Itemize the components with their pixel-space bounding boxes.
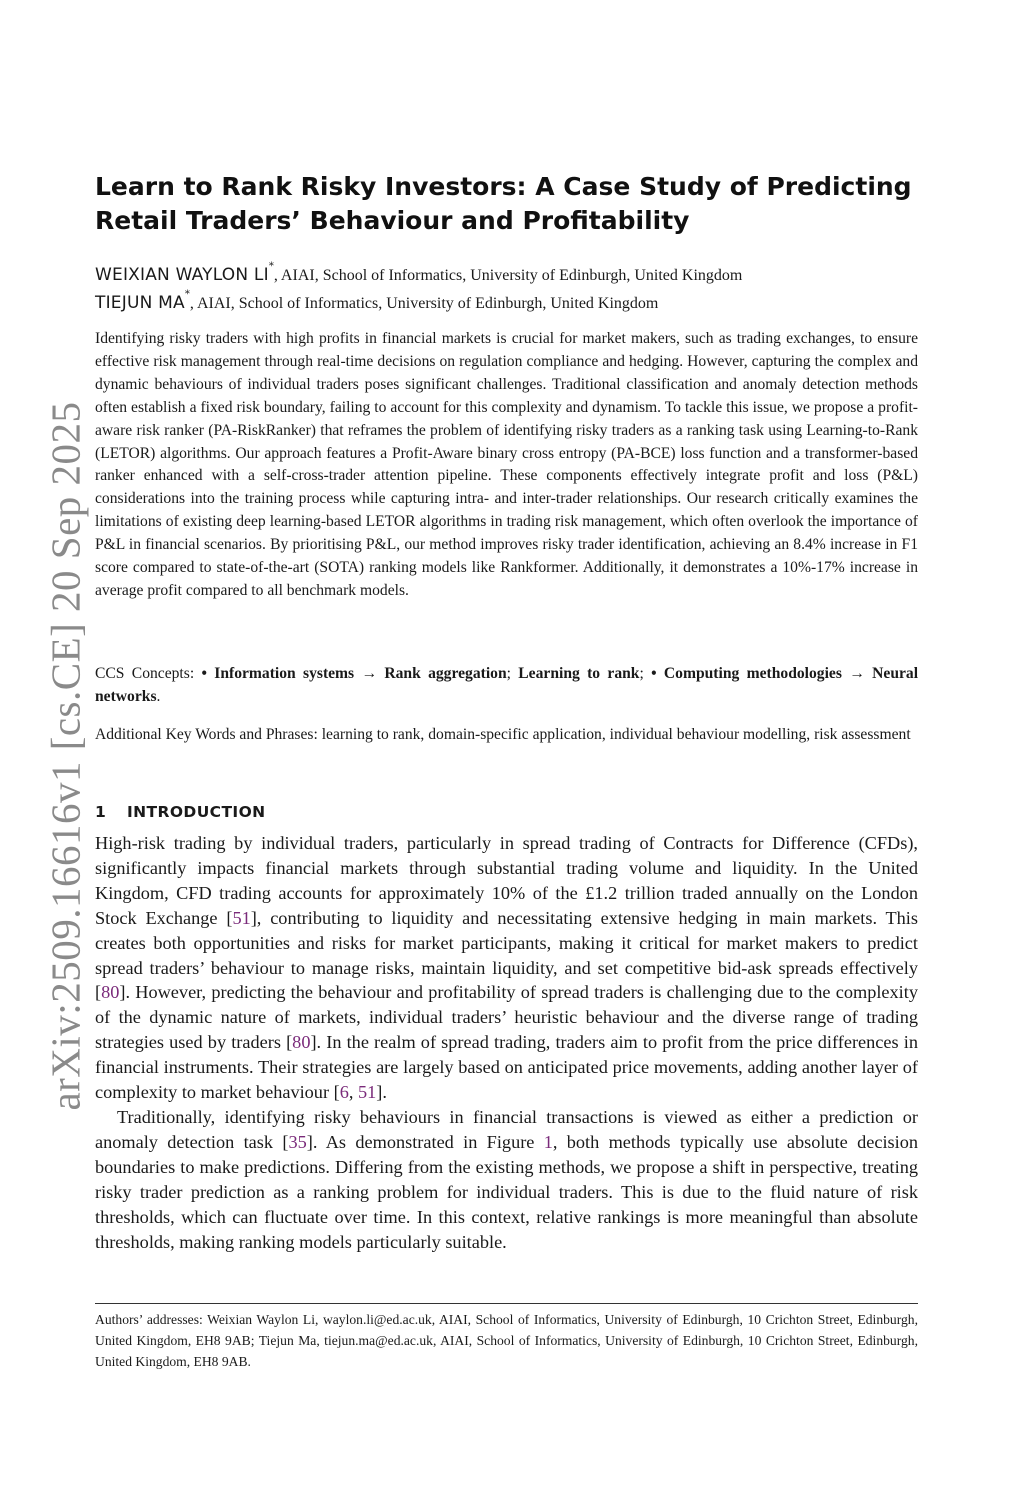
author-affiliation: , AIAI, School of Informatics, University of Edinburgh, United Kingdom [189, 295, 659, 312]
citation-link[interactable]: 6 [339, 1082, 349, 1103]
paragraph [95, 831, 918, 1105]
paragraph-text: ]. [376, 1082, 387, 1103]
paragraph-text: ]. However, predicting the behaviour and profitability of spread traders is challenging due to the complexity of the dynamic nature of markets, individual traders’ heuristic behaviour and the diverse range of trading strategies used by traders [ [95, 982, 918, 1053]
paragraph [95, 1105, 918, 1254]
paper-title: Learn to Rank Risky Investors: A Case Study of Predicting Retail Traders’ Behaviour and Profitability [95, 172, 912, 235]
section-title: INTRODUCTION [127, 803, 266, 821]
section-number: 1 [95, 803, 107, 821]
ccs-concepts [95, 662, 918, 708]
ccs-label: CCS Concepts: [95, 665, 202, 682]
paragraph-text: Traditionally, identifying risky behaviours in financial transactions is viewed as either a prediction or anomaly detection task [ [95, 1106, 918, 1152]
abstract: Identifying risky traders with high profits in financial markets is crucial for market makers, such as trading exchanges, to ensure effective risk management through real-time decisions on regulation compliance and hedging. However, capturing the complex and dynamic behaviours of individual traders poses significant challenges. Traditional classification and anomaly detection methods often establish a fixed risk boundary, failing to account for this complexity and dynamism. To tackle this issue, we propose a profit-aware risk ranker (PA-RiskRanker) that reframes the problem of identifying risky traders as a ranking task using Learning-to-Rank (LETOR) algorithms. Our approach features a Profit-Aware binary cross entropy (PA-BCE) loss function and a transformer-based ranker enhanced with a self-cross-trader attention pipeline. These components effectively integrate profit and loss (P&L) considerations into the training process while capturing intra- and inter-trader relationships. Our research critically examines the limitations of existing deep learning-based LETOR algorithms in trading risk management, which often overlook the importance of P&L in financial scenarios. By prioritising P&L, our method improves risky trader identification, achieving an 8.4% increase in F1 score compared to state-of-the-art (SOTA) ranking models like Rankformer. Additionally, it demonstrates a 10%-17% increase in average profit compared to all benchmark models. [95, 330, 918, 599]
ccs-end: . [156, 688, 161, 705]
citation-link[interactable]: 51 [232, 907, 251, 928]
ccs-bullet: • Information systems [201, 665, 355, 682]
ccs-term: Neural networks [95, 665, 919, 705]
ccs-arrow: → [841, 665, 873, 682]
section-heading [95, 801, 918, 823]
author-name: WEIXIAN WAYLON LI [95, 265, 269, 285]
citation-link[interactable]: 51 [357, 1082, 377, 1103]
paragraph-text: ], contributing to liquidity and necessitating extensive hedging in main markets. This creates both opportunities and risks for market participants, making it critical for market makers to predict spread traders’ behaviour to manage risks, maintain liquidity, and set competitive bid-ask spreads effectively [ [95, 907, 918, 1003]
figure-link[interactable]: 1 [543, 1131, 553, 1152]
ccs-separator: ; [506, 665, 519, 682]
ccs-separator: ; [639, 665, 652, 682]
ccs-term: Learning to rank [518, 665, 640, 682]
author-mark: * [184, 289, 190, 300]
author-mark: * [268, 261, 274, 272]
author-name: TIEJUN MA [95, 293, 185, 313]
citation-link[interactable]: 35 [288, 1131, 307, 1152]
paragraph-text: , [348, 1082, 358, 1103]
arxiv-identifier: arXiv:2509.16616v1 [cs.CE] 20 Sep 2025 [43, 401, 89, 1111]
paragraph-text: ]. As demonstrated in Figure [306, 1131, 544, 1152]
author-line [95, 290, 918, 318]
author-block [95, 262, 918, 318]
arxiv-watermark [26, 392, 106, 1120]
paragraph-text: , both methods typically use absolute decision boundaries to make predictions. Differing from the existing methods, we propose a shift in perspective, treating risky trader prediction as a ranking problem for individual traders. This is due to the fluid nature of risk thresholds, which can fluctuate over time. In this context, relative rankings is more meaningful than absolute thresholds, making ranking models particularly suitable. [95, 1131, 918, 1252]
author-affiliation: , AIAI, School of Informatics, University of Edinburgh, United Kingdom [273, 267, 743, 284]
introduction-body [95, 831, 918, 1254]
citation-link[interactable]: 80 [101, 982, 120, 1003]
keywords: Additional Key Words and Phrases: learning to rank, domain-specific application, individual behaviour modelling, risk assessment [95, 726, 911, 743]
ccs-arrow: → [354, 665, 385, 682]
ccs-term: Rank aggregation [384, 665, 507, 682]
footnote-divider [95, 1303, 918, 1304]
author-line [95, 262, 918, 290]
authors-addresses-footnote: Authors’ addresses: Weixian Waylon Li, waylon.li@ed.ac.uk, AIAI, School of Informatics, University of Edinburgh, 10 Crichton Street, Edinburgh, United Kingdom, EH8 9AB; Tiejun Ma, tiejun.ma@ed.ac.uk, AIAI, School of Informatics, University of Edinburgh, 10 Crichton Street, Edinburgh, United Kingdom, EH8 9AB. [95, 1312, 918, 1369]
ccs-bullet: • Computing methodologies [651, 665, 842, 682]
paragraph-text: High-risk trading by individual traders, particularly in spread trading of Contracts for Difference (CFDs), significantly impacts financial markets through substantial trading volume and liquidity. In the United Kingdom, CFD trading accounts for approximately 10% of the £1.2 trillion traded annually on the London Stock Exchange [ [95, 833, 918, 928]
paragraph-text: ]. In the realm of spread trading, traders aim to profit from the price differences in financial instruments. Their strategies are largely based on anticipated price movements, adding another layer of complexity to market behaviour [ [95, 1032, 918, 1103]
citation-link[interactable]: 80 [292, 1032, 311, 1053]
